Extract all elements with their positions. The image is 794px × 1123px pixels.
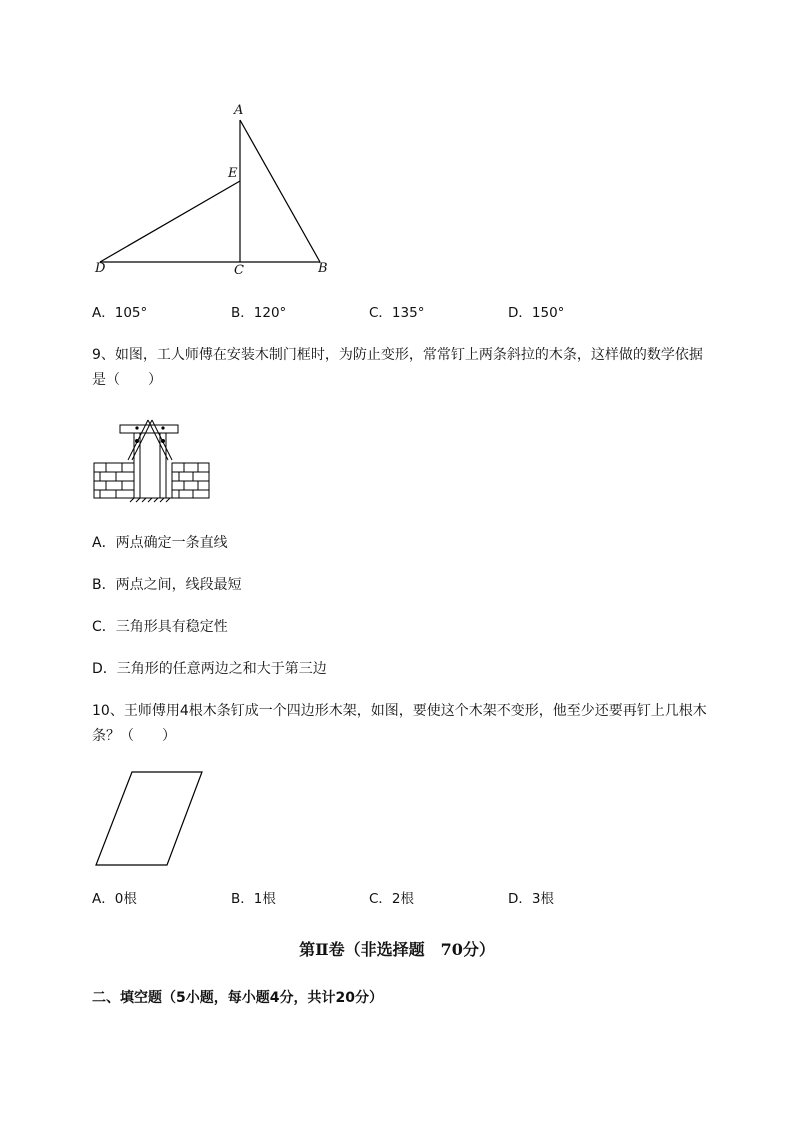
q10-stem-line-1: 10、王师傅用4根木条钉成一个四边形木架，如图，要使这个木架不变形，他至少还要再钉上几根木 xyxy=(92,703,707,719)
q9-option-a: A．两点确定一条直线 xyxy=(92,535,228,551)
q9-option-c: C．三角形具有稳定性 xyxy=(92,619,228,635)
q9-stem-line-1: 9、如图，工人师傅在安装木制门框时，为防止变形，常常钉上两条斜拉的木条，这样做的数学依据 xyxy=(92,347,703,363)
q10-option-c: C．2根 xyxy=(369,891,415,907)
point-label-b: B xyxy=(318,261,328,276)
q10-option-b: B．1根 xyxy=(231,891,276,907)
q8-option-b: B．120° xyxy=(231,305,287,321)
point-label-d: D xyxy=(95,261,106,276)
point-label-e: E xyxy=(228,166,238,181)
q10-stem-line-2: 条？（ ） xyxy=(92,728,176,744)
q10-option-a: A．0根 xyxy=(92,891,137,907)
q10-option-d: D．3根 xyxy=(508,891,554,907)
q8-option-c: C．135° xyxy=(369,305,425,321)
part-2-title: 第Ⅱ卷（非选择题 70分） xyxy=(299,940,495,959)
q9-option-d: D．三角形的任意两边之和大于第三边 xyxy=(92,661,327,677)
q8-option-a: A．105° xyxy=(92,305,148,321)
q8-option-d: D．150° xyxy=(508,305,565,321)
section-2-heading: 二、填空题（5小题，每小题4分，共计20分） xyxy=(92,990,383,1006)
point-label-a: A xyxy=(234,103,244,118)
q9-option-b: B．两点之间，线段最短 xyxy=(92,577,242,593)
point-label-c: C xyxy=(234,263,244,278)
q9-stem-line-2: 是（ ） xyxy=(92,372,162,388)
